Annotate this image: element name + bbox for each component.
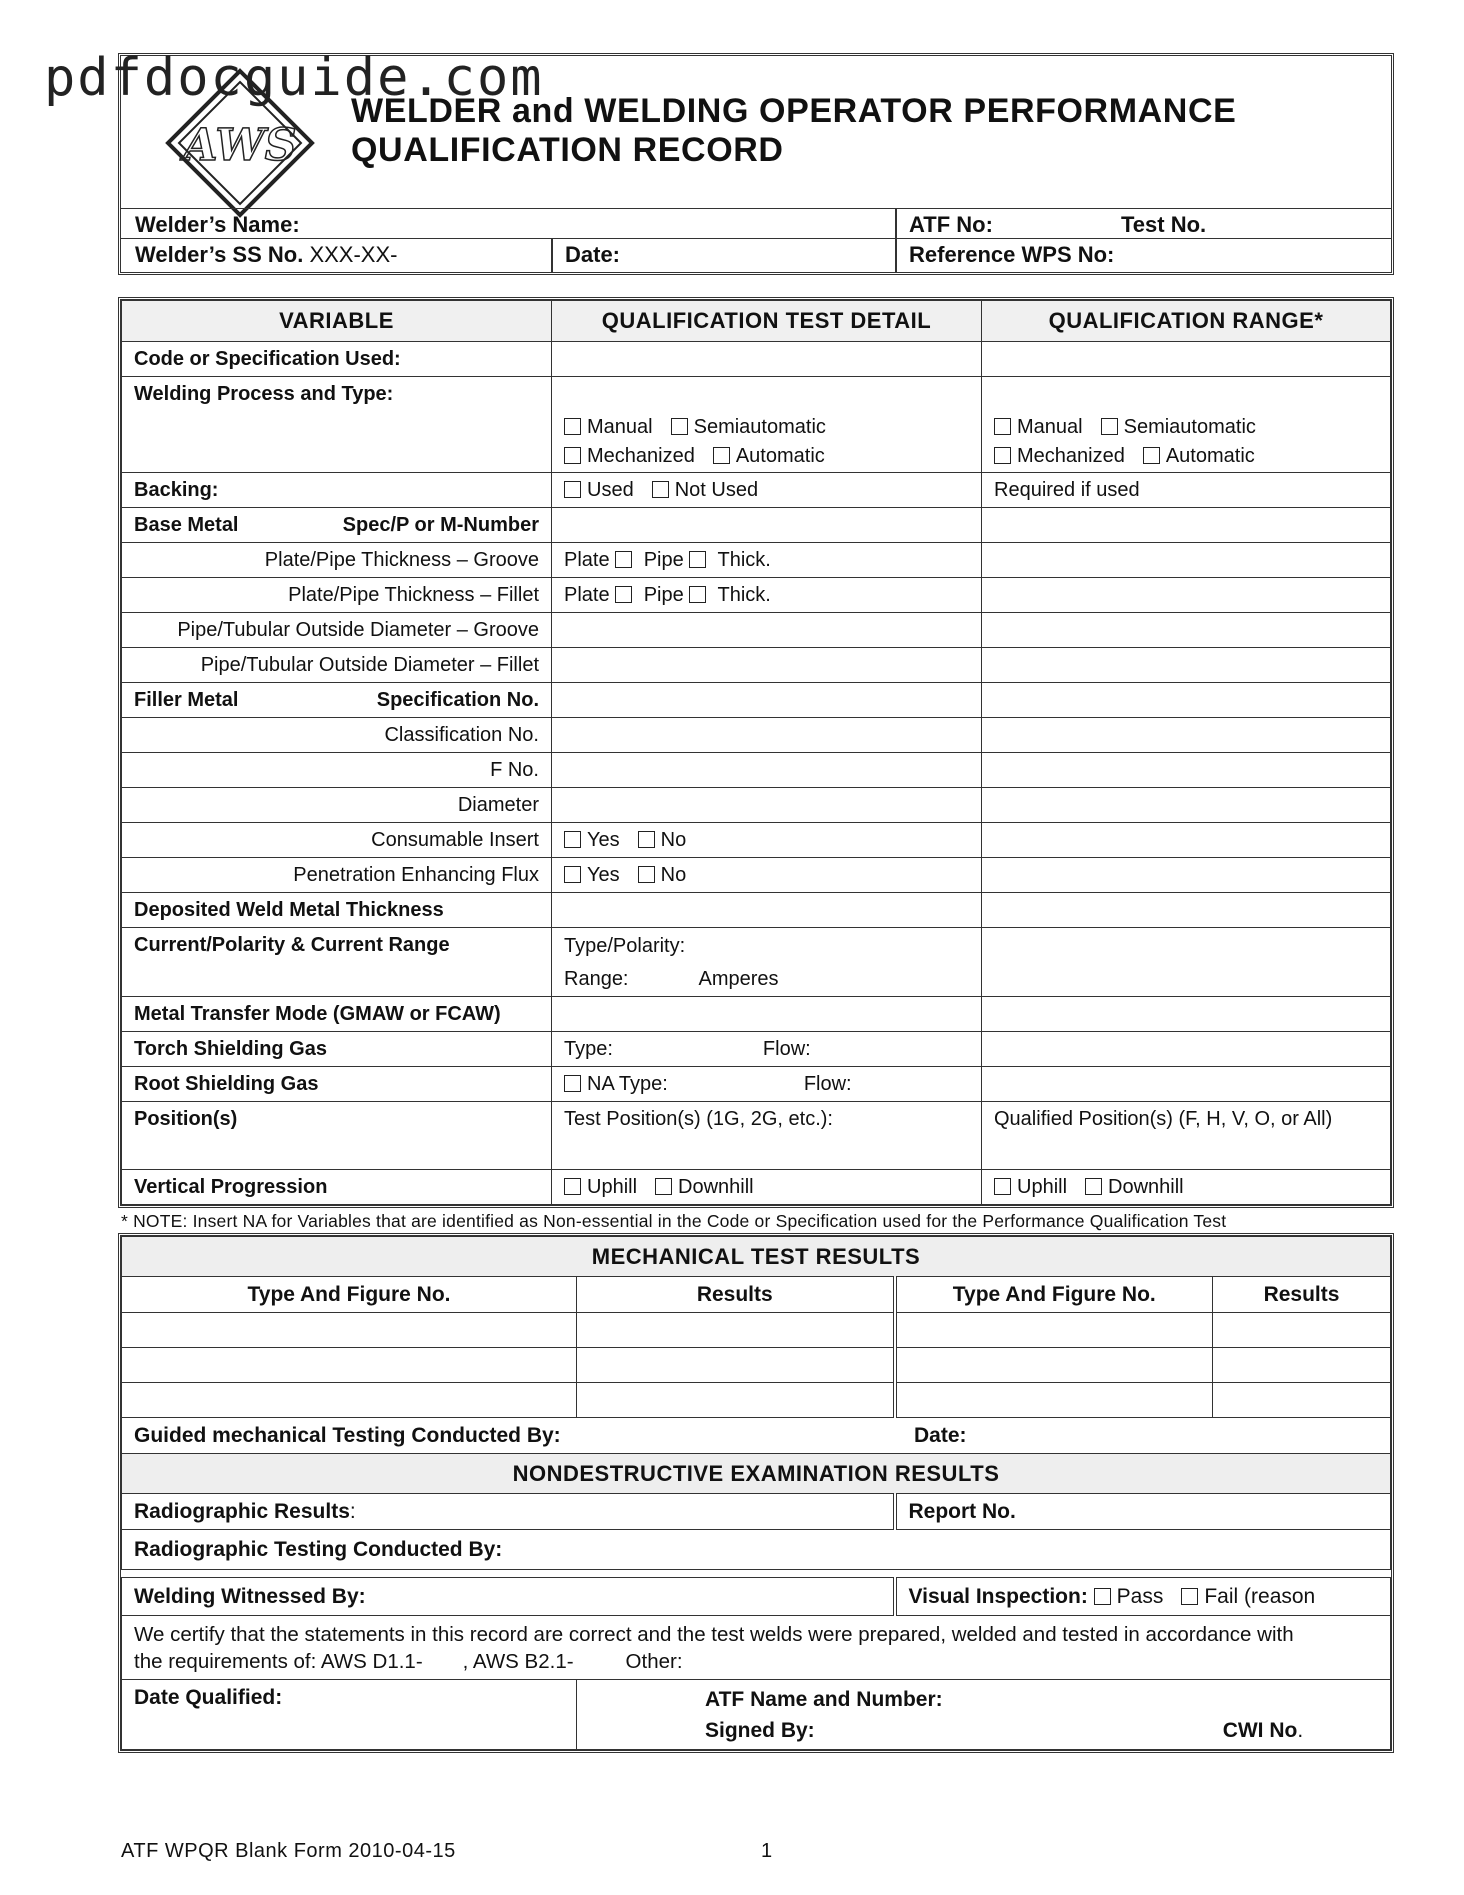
torch-gas-range[interactable] [982, 1032, 1391, 1067]
checkbox-range-automatic[interactable] [1143, 447, 1160, 464]
thickness-groove-range[interactable] [982, 543, 1391, 578]
checkbox-pass[interactable] [1094, 1588, 1111, 1605]
radiographic-results[interactable]: Radiographic Results: [122, 1494, 895, 1530]
checkbox-fail[interactable] [1181, 1588, 1198, 1605]
consumable-label: Consumable Insert [122, 823, 552, 858]
mech-col-type-1: Type And Figure No. [122, 1277, 577, 1313]
checkbox-consumable-yes[interactable] [564, 831, 581, 848]
od-fillet-label: Pipe/Tubular Outside Diameter – Fillet [122, 648, 552, 683]
welders-name-label: Welder’s Name: [135, 212, 300, 237]
current-label: Current/Polarity & Current Range [122, 928, 552, 997]
variables-table [121, 300, 1391, 1205]
penetration-detail: Yes No [552, 858, 982, 893]
filler-metal-label: Filler Metal Specification No. [122, 683, 552, 718]
signoff-details[interactable] [577, 1680, 1391, 1750]
atf-name-number: ATF Name and Number: [705, 1687, 943, 1711]
test-positions[interactable]: Test Position(s) (1G, 2G, etc.): [552, 1102, 982, 1170]
mech-cell[interactable] [577, 1348, 895, 1383]
od-fillet-range[interactable] [982, 648, 1391, 683]
deposited-detail[interactable] [552, 893, 982, 928]
od-groove-range[interactable] [982, 613, 1391, 648]
mech-cell[interactable] [1213, 1383, 1391, 1418]
vertical-label: Vertical Progression [122, 1170, 552, 1205]
header-row-2 [121, 238, 1391, 273]
results-frame [118, 1233, 1394, 1753]
mech-cell[interactable] [577, 1383, 895, 1418]
checkbox-plate-fillet[interactable] [615, 586, 632, 603]
checkbox-automatic[interactable] [713, 447, 730, 464]
date-qualified[interactable]: Date Qualified: [122, 1680, 577, 1750]
root-gas-detail: NA Type: Flow: [552, 1067, 982, 1102]
welders-ss-field: Welder’s SS No. XXX-XX- [135, 242, 398, 267]
mech-cell[interactable] [1213, 1313, 1391, 1348]
mech-col-results-1: Results [577, 1277, 895, 1313]
certification-statement: We certify that the statements in this record are correct and the test welds were prepared, welded and tested in accordance with the requirements of: AWS D1.1- , AWS B2.1- Other: [122, 1616, 1391, 1680]
process-range: Manual Semiautomatic Mechanized Automatic [982, 377, 1391, 473]
logo-text: AWS [183, 120, 297, 171]
mech-col-results-2: Results [1213, 1277, 1391, 1313]
code-spec-range[interactable] [982, 342, 1391, 377]
vertical-range: Uphill Downhill [982, 1170, 1391, 1205]
process-label: Welding Process and Type: [122, 377, 552, 473]
nde-title: NONDESTRUCTIVE EXAMINATION RESULTS [122, 1454, 1391, 1494]
diameter-label: Diameter [122, 788, 552, 823]
checkbox-flux-no[interactable] [638, 866, 655, 883]
root-gas-label: Root Shielding Gas [122, 1067, 552, 1102]
mech-conducted-by: Guided mechanical Testing Conducted By: [134, 1423, 561, 1447]
od-fillet-detail[interactable] [552, 648, 982, 683]
title-line-1: WELDER and WELDING OPERATOR PERFORMANCE [351, 92, 1237, 130]
code-spec-detail[interactable] [552, 342, 982, 377]
classification-range[interactable] [982, 718, 1391, 753]
cwi-no: CWI No. [1222, 1718, 1304, 1742]
torch-gas-label: Torch Shielding Gas [122, 1032, 552, 1067]
qualified-positions[interactable]: Qualified Position(s) (F, H, V, O, or All) [982, 1102, 1391, 1170]
base-metal-range[interactable] [982, 508, 1391, 543]
current-range[interactable] [982, 928, 1391, 997]
mech-conducted-row[interactable] [122, 1418, 1391, 1454]
col-test-detail: QUALIFICATION TEST DETAIL [552, 301, 982, 342]
f-no-label: F No. [122, 753, 552, 788]
thickness-fillet-detail: Plate Pipe Thick. [552, 578, 982, 613]
checkbox-used[interactable] [564, 481, 581, 498]
reference-wps-label: Reference WPS No: [909, 242, 1115, 267]
mech-cell[interactable] [895, 1313, 1213, 1348]
non-essential-note: * NOTE: Insert NA for Variables that are identified as Non-essential in the Code or Specification used for the Performance Qualification Test [121, 1211, 1227, 1231]
mech-cell[interactable] [122, 1313, 577, 1348]
footer-page-number: 1 [761, 1840, 773, 1862]
mech-cell[interactable] [122, 1383, 577, 1418]
mech-cell[interactable] [895, 1383, 1213, 1418]
mech-cell[interactable] [1213, 1348, 1391, 1383]
base-metal-detail[interactable] [552, 508, 982, 543]
deposited-label: Deposited Weld Metal Thickness [122, 893, 552, 928]
base-metal-label: Base Metal Spec/P or M-Number [122, 508, 552, 543]
metal-transfer-label: Metal Transfer Mode (GMAW or FCAW) [122, 997, 552, 1032]
penetration-label: Penetration Enhancing Flux [122, 858, 552, 893]
checkbox-flux-yes[interactable] [564, 866, 581, 883]
mech-col-type-2: Type And Figure No. [895, 1277, 1213, 1313]
classification-label: Classification No. [122, 718, 552, 753]
metal-transfer-detail[interactable] [552, 997, 982, 1032]
mech-title: MECHANICAL TEST RESULTS [122, 1237, 1391, 1277]
col-qual-range: QUALIFICATION RANGE* [982, 301, 1391, 342]
positions-label: Position(s) [122, 1102, 552, 1170]
footer-form-id: ATF WPQR Blank Form 2010-04-15 [121, 1840, 456, 1862]
checkbox-pipe-groove[interactable] [689, 551, 706, 568]
checkbox-na[interactable] [564, 1075, 581, 1092]
checkbox-range-uphill[interactable] [994, 1178, 1011, 1195]
visual-inspection: Visual Inspection: Pass Fail (reason [895, 1578, 1391, 1616]
report-no[interactable]: Report No. [895, 1494, 1391, 1530]
mech-cell[interactable] [895, 1348, 1213, 1383]
mech-date: Date: [914, 1423, 967, 1447]
metal-transfer-range[interactable] [982, 997, 1391, 1032]
thickness-fillet-label: Plate/Pipe Thickness – Fillet [122, 578, 552, 613]
checkbox-range-downhill[interactable] [1085, 1178, 1102, 1195]
checkbox-semiautomatic[interactable] [671, 418, 688, 435]
penetration-range[interactable] [982, 858, 1391, 893]
checkbox-consumable-no[interactable] [638, 831, 655, 848]
checkbox-downhill[interactable] [655, 1178, 672, 1195]
checkbox-mechanized[interactable] [564, 447, 581, 464]
header-row-1 [121, 208, 1391, 239]
thickness-groove-label: Plate/Pipe Thickness – Groove [122, 543, 552, 578]
test-no-label: Test No. [1121, 212, 1207, 237]
checkbox-range-mechanized[interactable] [994, 447, 1011, 464]
ss-value: XXX-XX- [309, 242, 398, 267]
results-table [121, 1236, 1391, 1750]
rt-conducted-by[interactable]: Radiographic Testing Conducted By: [122, 1530, 1391, 1570]
thickness-fillet-range[interactable] [982, 578, 1391, 613]
f-no-range[interactable] [982, 753, 1391, 788]
od-groove-label: Pipe/Tubular Outside Diameter – Groove [122, 613, 552, 648]
checkbox-range-manual[interactable] [994, 418, 1011, 435]
backing-detail: Used Not Used [552, 473, 982, 508]
vertical-detail: Uphill Downhill [552, 1170, 982, 1205]
variables-table-frame [118, 297, 1394, 1208]
welding-witnessed-by[interactable]: Welding Witnessed By: [122, 1578, 895, 1616]
backing-label: Backing: [122, 473, 552, 508]
atf-no-label: ATF No: [909, 212, 993, 237]
date-label: Date: [565, 242, 621, 267]
checkbox-uphill[interactable] [564, 1178, 581, 1195]
filler-spec-range[interactable] [982, 683, 1391, 718]
root-gas-range[interactable] [982, 1067, 1391, 1102]
title-line-2: QUALIFICATION RECORD [351, 131, 784, 169]
filler-spec-detail[interactable] [552, 683, 982, 718]
thickness-groove-detail: Plate Pipe Thick. [552, 543, 982, 578]
process-detail: Manual Semiautomatic Mechanized Automatic [552, 377, 982, 473]
checkbox-plate-groove[interactable] [615, 551, 632, 568]
checkbox-pipe-fillet[interactable] [689, 586, 706, 603]
od-groove-detail[interactable] [552, 613, 982, 648]
current-detail[interactable]: Type/Polarity: Range: Amperes [552, 928, 982, 997]
code-spec-label: Code or Specification Used: [122, 342, 552, 377]
col-variable: VARIABLE [122, 301, 552, 342]
signed-by: Signed By: [705, 1718, 815, 1742]
consumable-detail: Yes No [552, 823, 982, 858]
checkbox-not-used[interactable] [652, 481, 669, 498]
checkbox-manual[interactable] [564, 418, 581, 435]
f-no-detail[interactable] [552, 753, 982, 788]
deposited-range[interactable] [982, 893, 1391, 928]
backing-range: Required if used [982, 473, 1391, 508]
diameter-detail[interactable] [552, 788, 982, 823]
mech-cell[interactable] [122, 1348, 577, 1383]
diameter-range[interactable] [982, 788, 1391, 823]
checkbox-range-semiautomatic[interactable] [1101, 418, 1118, 435]
watermark-text: pdfdocguide.com [44, 48, 544, 108]
mech-cell[interactable] [577, 1313, 895, 1348]
torch-gas-detail[interactable]: Type: Flow: [552, 1032, 982, 1067]
classification-detail[interactable] [552, 718, 982, 753]
consumable-range[interactable] [982, 823, 1391, 858]
